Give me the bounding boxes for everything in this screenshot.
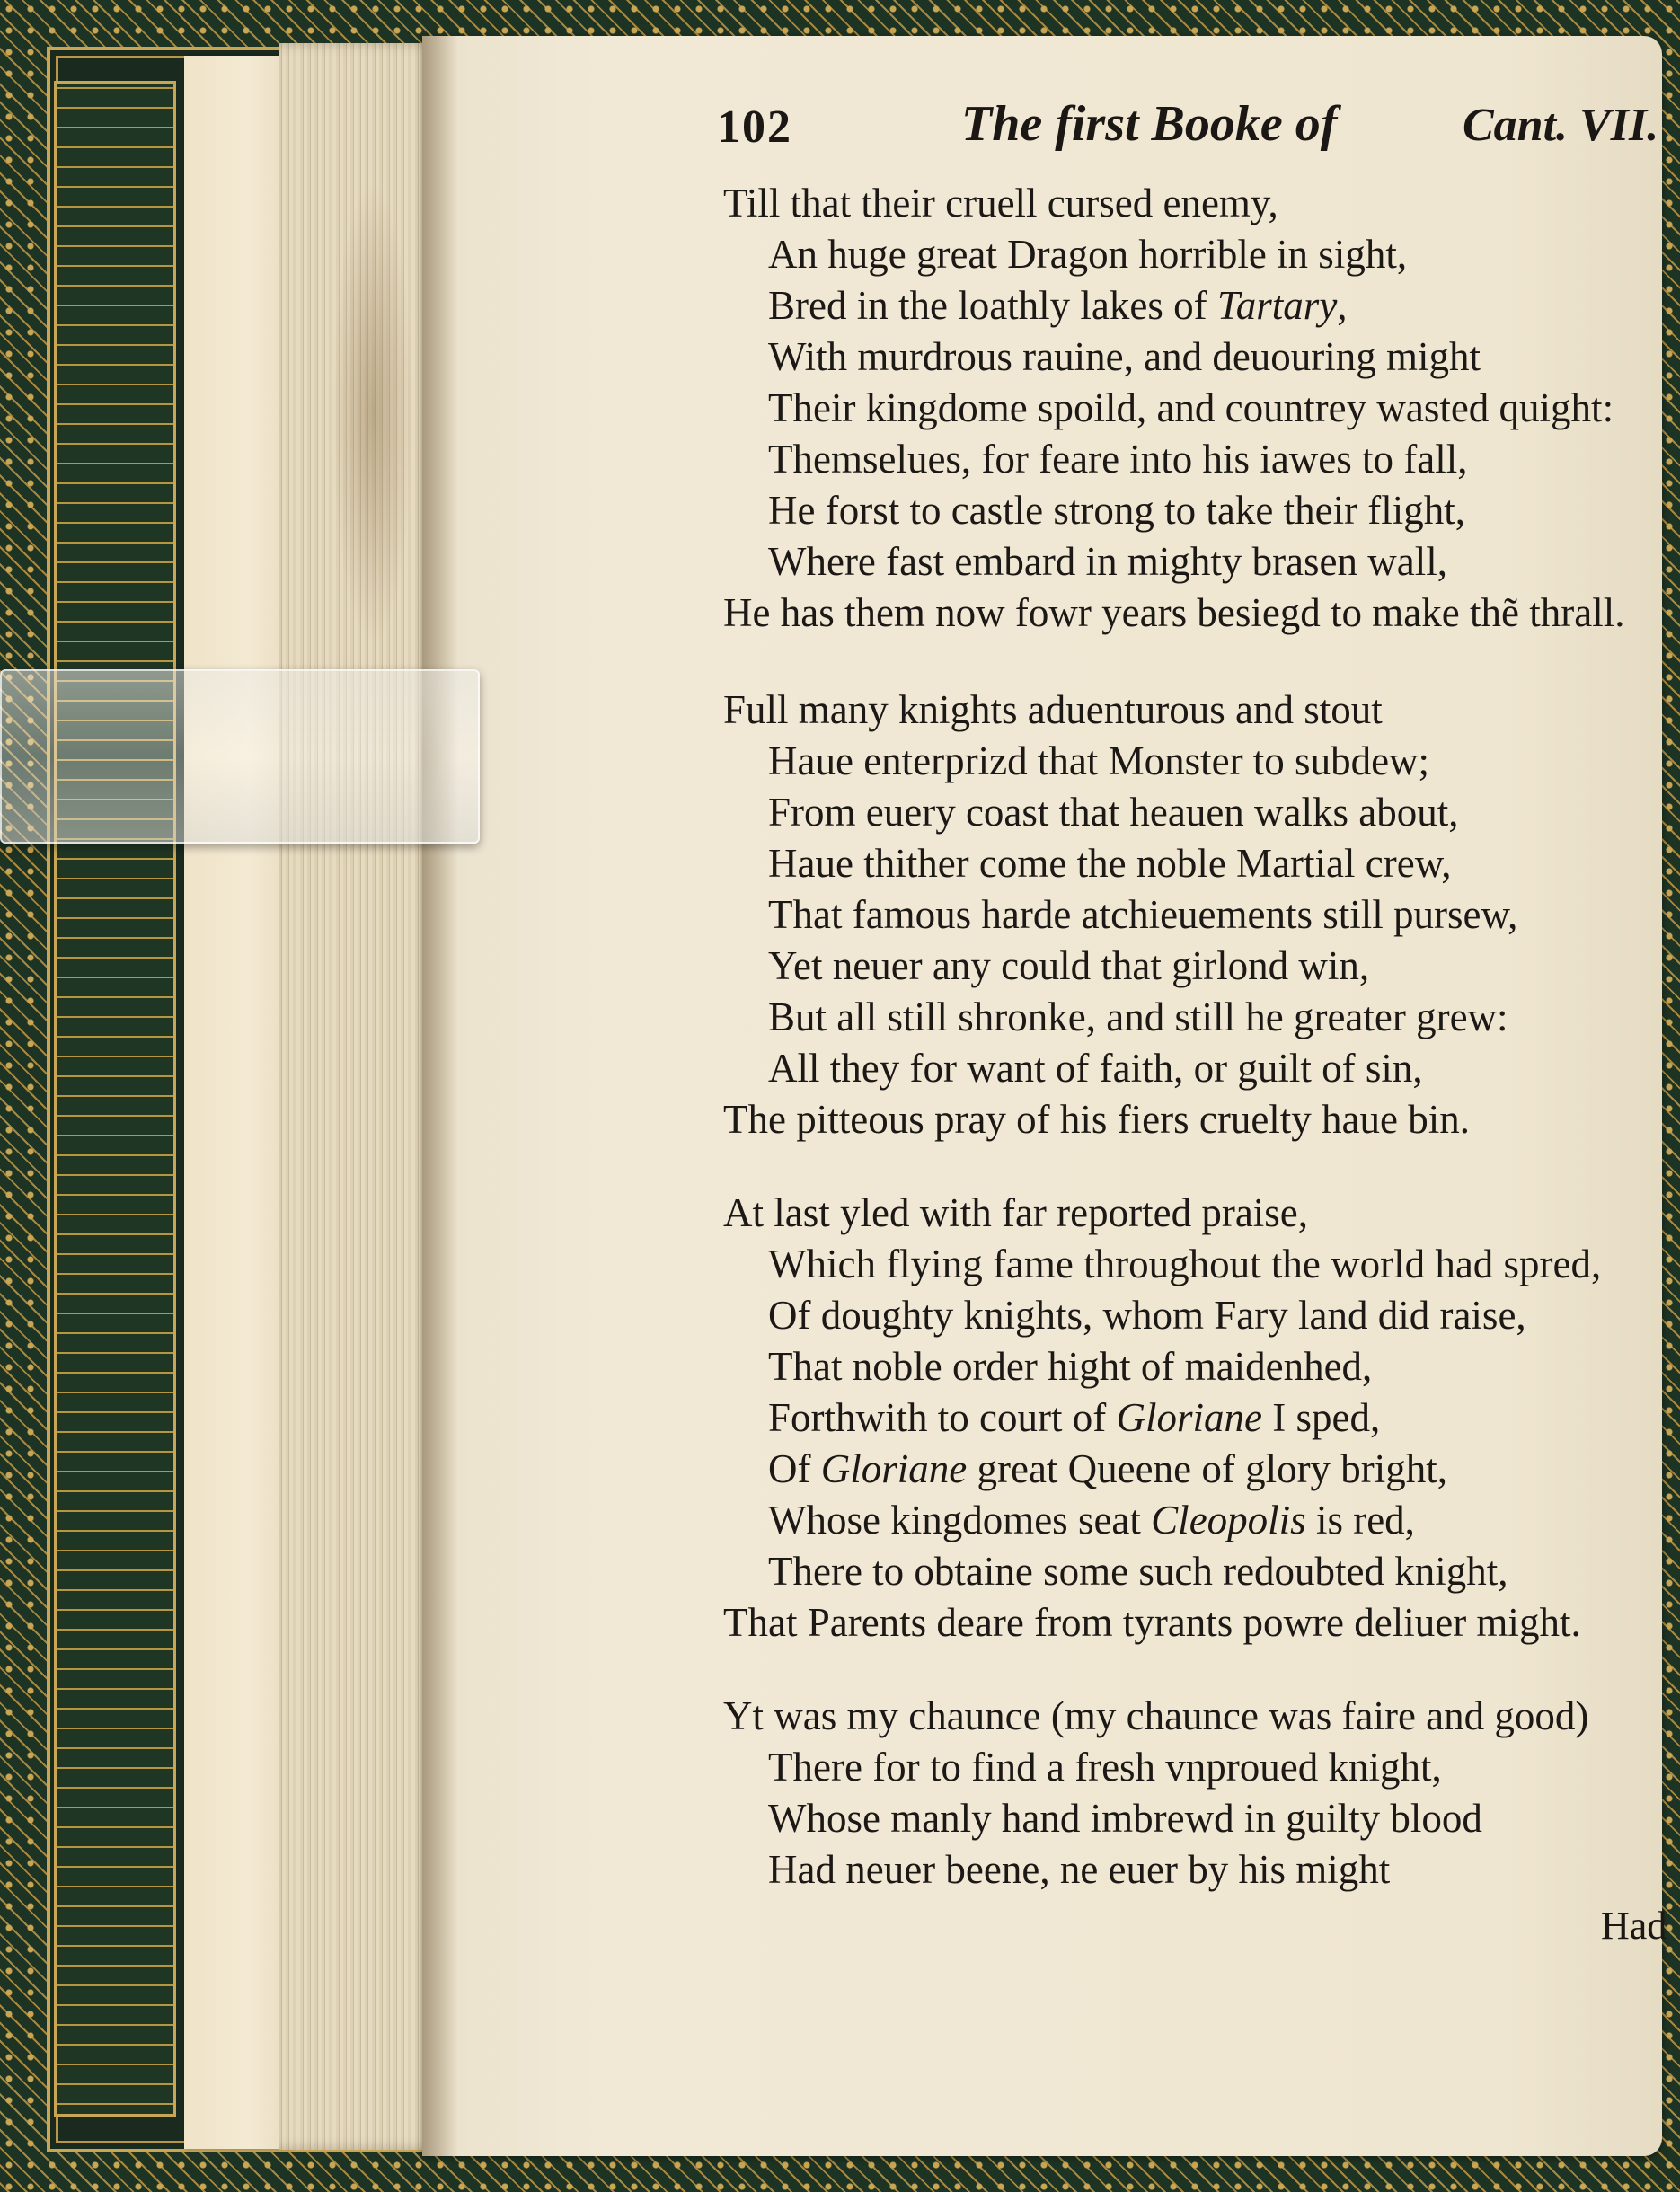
verse-line: From euery coast that heauen walks about, [768, 790, 1459, 835]
verse-line: But all still shronke, and still he greater grew: [768, 994, 1508, 1039]
verse-line: There for to find a fresh vnproued knight, [768, 1745, 1442, 1790]
verse-line: That Parents deare from tyrants powre deliuer might. [723, 1600, 1581, 1645]
verse-line: Themselues, for feare into his iawes to fall, [768, 437, 1468, 482]
page-stain [332, 180, 413, 647]
gilt-ornament-column [54, 81, 176, 2117]
verse-line: He forst to castle strong to take their flight, [768, 488, 1466, 533]
canto-label: Cant. VII. [1463, 100, 1659, 151]
verse-line: Of Gloriane great Queene of glory bright, [768, 1446, 1448, 1491]
gutter-shadow [422, 36, 458, 2156]
verse-line: He has them now fowr years besiegd to make thẽ thrall. [723, 590, 1625, 635]
verse-line: The pitteous pray of his fiers cruelty haue bin. [723, 1097, 1471, 1142]
verse-line: There to obtaine some such redoubted knight, [768, 1549, 1508, 1594]
catchword: Had [1601, 1904, 1667, 1948]
verse-line: Till that their cruell cursed enemy, [723, 181, 1278, 225]
stanza [723, 178, 1624, 639]
verse-line: Forthwith to court of Gloriane I sped, [768, 1395, 1381, 1440]
verse-line: Haue thither come the noble Martial crew, [768, 841, 1452, 886]
stanza [723, 685, 1517, 1145]
verse-line: Bred in the loathly lakes of Tartary, [768, 283, 1348, 328]
page-number: 102 [717, 102, 792, 153]
verse-line: Their kingdome spoild, and countrey wasted quight: [768, 385, 1614, 430]
verse-line: All they for want of faith, or guilt of sin, [768, 1046, 1423, 1091]
page-holder-clip [0, 669, 480, 844]
verse-line: Had neuer beene, ne euer by his might [768, 1847, 1391, 1892]
verse-line: Whose kingdomes seat Cleopolis is red, [768, 1498, 1415, 1542]
verse-line: An huge great Dragon horrible in sight, [768, 232, 1408, 277]
verse-line: Whose manly hand imbrewd in guilty blood [768, 1796, 1482, 1841]
verse-line: Haue enterprizd that Monster to subdew; [768, 738, 1430, 783]
verse-line: With murdrous rauine, and deuouring might [768, 334, 1481, 379]
stanza [723, 1691, 1588, 1896]
verse-line: At last yled with far reported praise, [723, 1190, 1309, 1235]
running-title: The first Booke of [961, 96, 1338, 152]
flyleaf [184, 56, 292, 2149]
verse-line: Yt was my chaunce (my chaunce was faire and good) [723, 1693, 1589, 1738]
verse-line: Full many knights aduenturous and stout [723, 687, 1383, 732]
verse-line: Where fast embard in mighty brasen wall, [768, 539, 1447, 584]
verse-line: Which flying fame throughout the world had spred, [768, 1242, 1602, 1286]
verse-line: Yet neuer any could that girlond win, [768, 943, 1370, 988]
verse-line: That noble order hight of maidenhed, [768, 1344, 1373, 1389]
stanza [723, 1188, 1601, 1648]
verse-line: That famous harde atchieuements still pursew, [768, 892, 1518, 937]
verse-line: Of doughty knights, whom Fary land did raise, [768, 1293, 1526, 1338]
